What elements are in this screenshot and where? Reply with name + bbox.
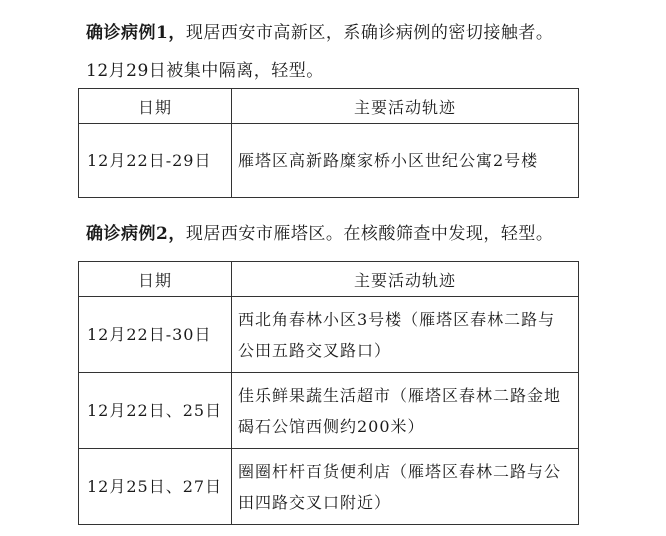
header-route: 主要活动轨迹 <box>232 89 579 124</box>
row-date: 12月25日、27日 <box>79 449 232 525</box>
row-route: 圈圈杆杆百货便利店（雁塔区春林二路与公田四路交叉口附近） <box>232 449 579 525</box>
row-date: 12月22日-30日 <box>79 297 232 373</box>
case1-description: 现居西安市高新区，系确诊病例的密切接触者。 <box>185 23 554 43</box>
header-date: 日期 <box>79 262 232 297</box>
table-row <box>79 124 579 198</box>
case1-line2: 12月29日被集中隔离，轻型。 <box>86 61 324 81</box>
row-route: 雁塔区高新路糜家桥小区世纪公寓2号楼 <box>232 124 579 198</box>
table-header-row <box>79 89 579 124</box>
table-header-row <box>79 262 579 297</box>
case2-trace-table <box>78 261 579 525</box>
case1-trace-table <box>78 88 579 198</box>
row-route: 西北角春林小区3号楼（雁塔区春林二路与公田五路交叉路口） <box>232 297 579 373</box>
header-date: 日期 <box>79 89 232 124</box>
case1-title: 确诊病例1， <box>86 23 186 43</box>
case2-description: 现居西安市雁塔区。在核酸筛查中发现，轻型。 <box>185 224 554 244</box>
table-row <box>79 449 579 525</box>
row-date: 12月22日-29日 <box>79 124 232 198</box>
case2-line1 <box>86 223 553 245</box>
case1-line1 <box>86 22 553 44</box>
row-route: 佳乐鲜果蔬生活超市（雁塔区春林二路金地碣石公馆西侧约200米） <box>232 373 579 449</box>
table-row <box>79 373 579 449</box>
row-date: 12月22日、25日 <box>79 373 232 449</box>
case2-title: 确诊病例2， <box>86 224 186 244</box>
header-route: 主要活动轨迹 <box>232 262 579 297</box>
table-row <box>79 297 579 373</box>
